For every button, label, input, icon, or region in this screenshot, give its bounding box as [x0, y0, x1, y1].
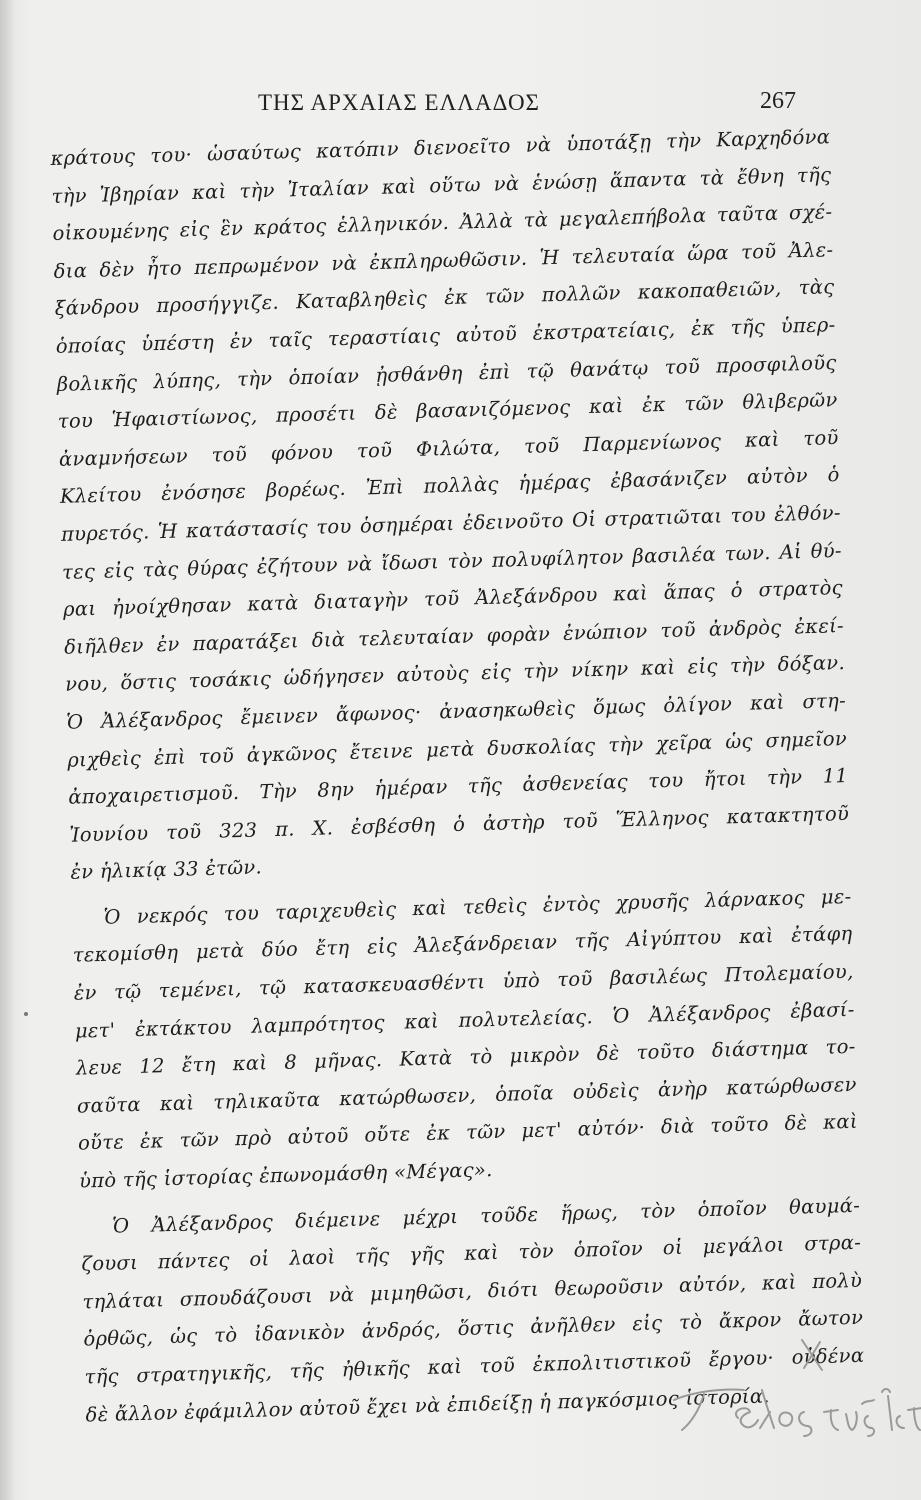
text-line: ἐν τῷ τεμένει, τῷ κατασκευασθέντι ὑπὸ τοῦ βασιλέως Πτολεμαίου, [73, 959, 854, 1005]
paragraph-2 [71, 878, 859, 1200]
scan-speck [24, 1012, 28, 1016]
body-text [50, 118, 866, 1433]
text-line: του Ἡφαιστίωνος, προσέτι δὲ βασανιζόμενος καὶ ἐκ τῶν θλιβερῶν [57, 388, 838, 434]
text-line: τῆς στρατηγικῆς, τῆς ἠθικῆς καὶ τοῦ ἐκπολιτιστικοῦ ἔργου· οὐδένα [84, 1343, 865, 1389]
text-line: διῆλθεν ἐν παρατάξει διὰ τελευταίαν φορὰν ἐνώπιον τοῦ ἀνδρὸς ἐκεί- [63, 613, 845, 659]
text-line: ζουσι πάντες οἱ λαοὶ τῆς γῆς καὶ τὸν ὁποῖον οἱ μεγάλοι στρα- [81, 1231, 862, 1276]
text-line: τὴν Ἰβηρίαν καὶ τὴν Ἰταλίαν καὶ οὕτω νὰ ἑνώσῃ ἅπαντα τὰ ἔθνη τῆς [51, 162, 832, 208]
text-line: ὁποίας ὑπέστη ἐν ταῖς τεραστίαις αὐτοῦ ἐκστρατείαις, ἐκ τῆς ὑπερ- [55, 313, 836, 358]
text-line: Κλείτου ἐνόσησε βορέως. Ἐπὶ πολλὰς ἡμέρας ἐβασάνιζεν αὐτὸν ὁ [59, 463, 840, 509]
text-line: ὀρθῶς, ὡς τὸ ἰδανικὸν ἀνδρός, ὅστις ἀνῆλθεν εἰς τὸ ἄκρον ἄωτον [83, 1306, 864, 1351]
text-line: ξάνδρου προσήγγιζε. Καταβληθεὶς ἐκ τῶν πολλῶν κακοπαθειῶν, τὰς [54, 275, 835, 321]
text-line: ἀποχαιρετισμοῦ. Τὴν 8ην ἡμέραν τῆς ἀσθενείας του ἤτοι τὴν 11 [68, 764, 849, 809]
text-line: μετ' ἐκτάκτου λαμπρότητος καὶ πολυτελείας. Ὁ Ἀλέξανδρος ἐβασί- [74, 997, 855, 1043]
text-line: σαῦτα καὶ τηλικαῦτα κατώρθωσεν, ὁποῖα οὐδεὶς ἀνὴρ κατώρθωσεν [76, 1072, 857, 1118]
text-line: Ἰουνίου τοῦ 323 π. Χ. ἐσβέσθη ὁ ἀστὴρ τοῦ Ἕλληνος κατακτητοῦ [69, 801, 850, 847]
text-line: Ὁ νεκρός του ταριχευθεὶς καὶ τεθεὶς ἐντὸς χρυσῆς λάρνακος με- [103, 884, 852, 929]
text-line: πυρετός. Ἡ κατάστασίς του ὁσημέραι ἐδεινοῦτο Οἱ στρατιῶται του ἐλθόν- [60, 501, 842, 546]
text-line: ἀναμνήσεων τοῦ φόνου τοῦ Φιλώτα, τοῦ Παρμενίωνος καὶ τοῦ [58, 425, 839, 471]
text-line: ἐν ἡλικίᾳ 33 ἐτῶν. [70, 855, 263, 884]
text-line: τηλάται σπουδάζουσι νὰ μιμηθῶσι, διότι θεωροῦσιν αὐτόν, καὶ πολὺ [82, 1268, 863, 1314]
text-line: ραι ἠνοίχθησαν κατὰ διαταγὴν τοῦ Ἀλεξάνδρου καὶ ἅπας ὁ στρατὸς [62, 576, 844, 621]
running-head-title: ΤΗΣ ΑΡΧΑΙΑΣ ΕΛΛΑΔΟΣ [258, 90, 540, 115]
text-line: οἰκουμένης εἰς ἓν κράτος ἑλληνικόν. Ἀλλὰ τὰ μεγαλεπήβολα ταῦτα σχέ- [52, 200, 833, 246]
text-line: Ὁ Ἀλέξανδρος ἔμεινεν ἄφωνος· ἀνασηκωθεὶς ὅμως ὀλίγον καὶ στη- [65, 688, 847, 734]
text-line: οὔτε ἐκ τῶν πρὸ αὐτοῦ οὔτε ἐκ τῶν μετ' αὐτόν· διὰ τοῦτο δὲ καὶ [77, 1110, 859, 1156]
page-number: 267 [760, 88, 796, 114]
paragraph-1 [50, 118, 851, 891]
text-line: τες εἰς τὰς θύρας ἐζήτουν νὰ ἴδωσι τὸν πολυφίλητον βασιλέα των. Αἱ θύ- [61, 538, 843, 584]
text-line: Ὁ Ἀλέξανδρος διέμεινε μέχρι τοῦδε ἥρως, τὸν ὁποῖον θαυμά- [112, 1193, 861, 1238]
text-line: νου, ὅστις τοσάκις ὡδήγησεν αὐτοὺς εἰς τὴν νίκην καὶ εἰς τὴν δόξαν. [64, 651, 846, 697]
text-line: δια δὲν ἦτο πεπρωμένον νὰ ἐκπληρωθῶσιν. Ἡ τελευταία ὥρα τοῦ Ἀλε- [53, 237, 834, 283]
text-line: δὲ ἄλλον ἐφάμιλλον αὐτοῦ ἔχει νὰ ἐπιδείξῃ ἡ παγκόσμιος ἱστορία. [85, 1383, 771, 1427]
text-line: βολικῆς λύπης, τὴν ὁποίαν ᾐσθάνθη ἐπὶ τῷ θανάτῳ τοῦ προσφιλοῦς [56, 350, 837, 396]
text-line: κράτους του· ὡσαύτως κατόπιν διενοεῖτο νὰ ὑποτάξῃ τὴν Καρχηδόνα [50, 125, 831, 170]
text-line: ριχθεὶς ἐπὶ τοῦ ἀγκῶνος ἔτεινε μετὰ δυσκολίας τὴν χεῖρα ὡς σημεῖον [66, 726, 848, 772]
text-line: τεκομίσθη μετὰ δύο ἔτη εἰς Ἀλεξάνδρειαν τῆς Αἰγύπτου καὶ ἐτάφη [72, 922, 853, 968]
handwritten-annotation [652, 1330, 921, 1440]
page-gutter-shadow [0, 0, 14, 1500]
text-line: ὑπὸ τῆς ἱστορίας ἐπωνομάσθη «Μέγας». [78, 1158, 493, 1193]
text-line: λευε 12 ἔτη καὶ 8 μῆνας. Κατὰ τὸ μικρὸν δὲ τοῦτο διάστημα το- [75, 1035, 856, 1080]
